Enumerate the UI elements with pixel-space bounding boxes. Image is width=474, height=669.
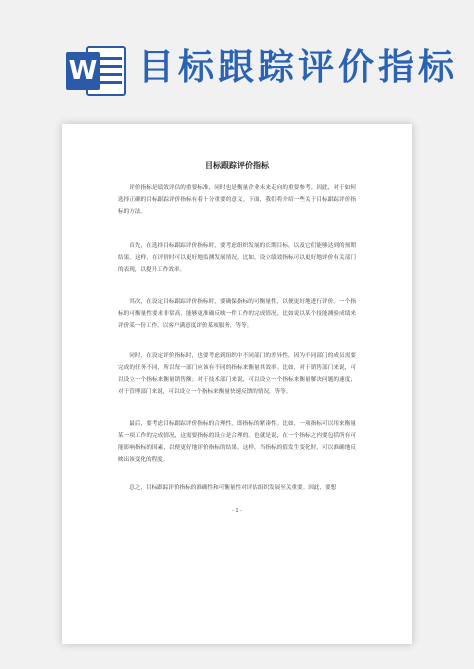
paragraph-intro: 评价指标是绩效评估的重要标准，同时也是衡量企业未来走向的重要参考。因此，对于如何选择正确的目标跟踪评价指标有着十分重要的意义。下面，我们将介绍一些关于目标跟踪评价指标的方法。 (118, 185, 356, 215)
paragraph-fourth: 最后，要考虑目标跟踪评价指标的合理性，即指标的紧凑性。比如，一项指标可以用来衡量某一项工作的完成情况，这需要指标的设立是合理的。也就是说，在一个指标之内要包括所有可能影响指标的因素，以便更好地评价指标的结果。这样，当指标的值发生变化时，可以准确地反映出该变化的程度。 (118, 421, 356, 463)
banner-title: 目标跟踪评价指标 (138, 47, 459, 88)
page-number: - 1 - (232, 508, 242, 514)
paragraph-second: 其次，在设定目标跟踪评价指标时，要确保指标的可衡量性，以便更好地进行评价。一个指标的可衡量性要求非常高，能够更准确反映一件工作的完成情况。比如说以某个技能测验成绩来评价某一份工作，以客户满意度评价某项服务，等等。 (118, 299, 356, 329)
word-logo-letter: W (66, 52, 100, 90)
banner (0, 0, 474, 120)
word-app-icon (66, 42, 128, 100)
paragraph-conclusion: 总之，目标跟踪评价指标的准确性和可衡量性对评估组织发展至关重要。因此，要想 (129, 485, 337, 491)
document-title: 目标跟踪评价指标 (205, 161, 269, 170)
paragraph-first: 首先，在选择目标跟踪评价指标时，要考虑组织发展的长期目标，以及它们能够达到的预期结果。这样，在评价时可以更好地监测发展情况。比如，设立绩效指标可以更好地评价有关部门的表现，以提升工作效率。 (118, 243, 356, 273)
paragraph-third: 同时，在设定评价指标时，也要考虑到组织中不同部门的差异性，因为不同部门的成员需要完成的任务不同，所以每一部门应该有不同的指标来衡量其效率。比如，对于销售部门来说，可以设立一个指标来衡量销售额；对于技术部门来说，可以设立一个指标来衡量解决问题的速度；对于管理部门来说，可以设立一个指标来衡量快速反馈的情况，等等。 (118, 353, 356, 395)
document-page (62, 124, 412, 644)
